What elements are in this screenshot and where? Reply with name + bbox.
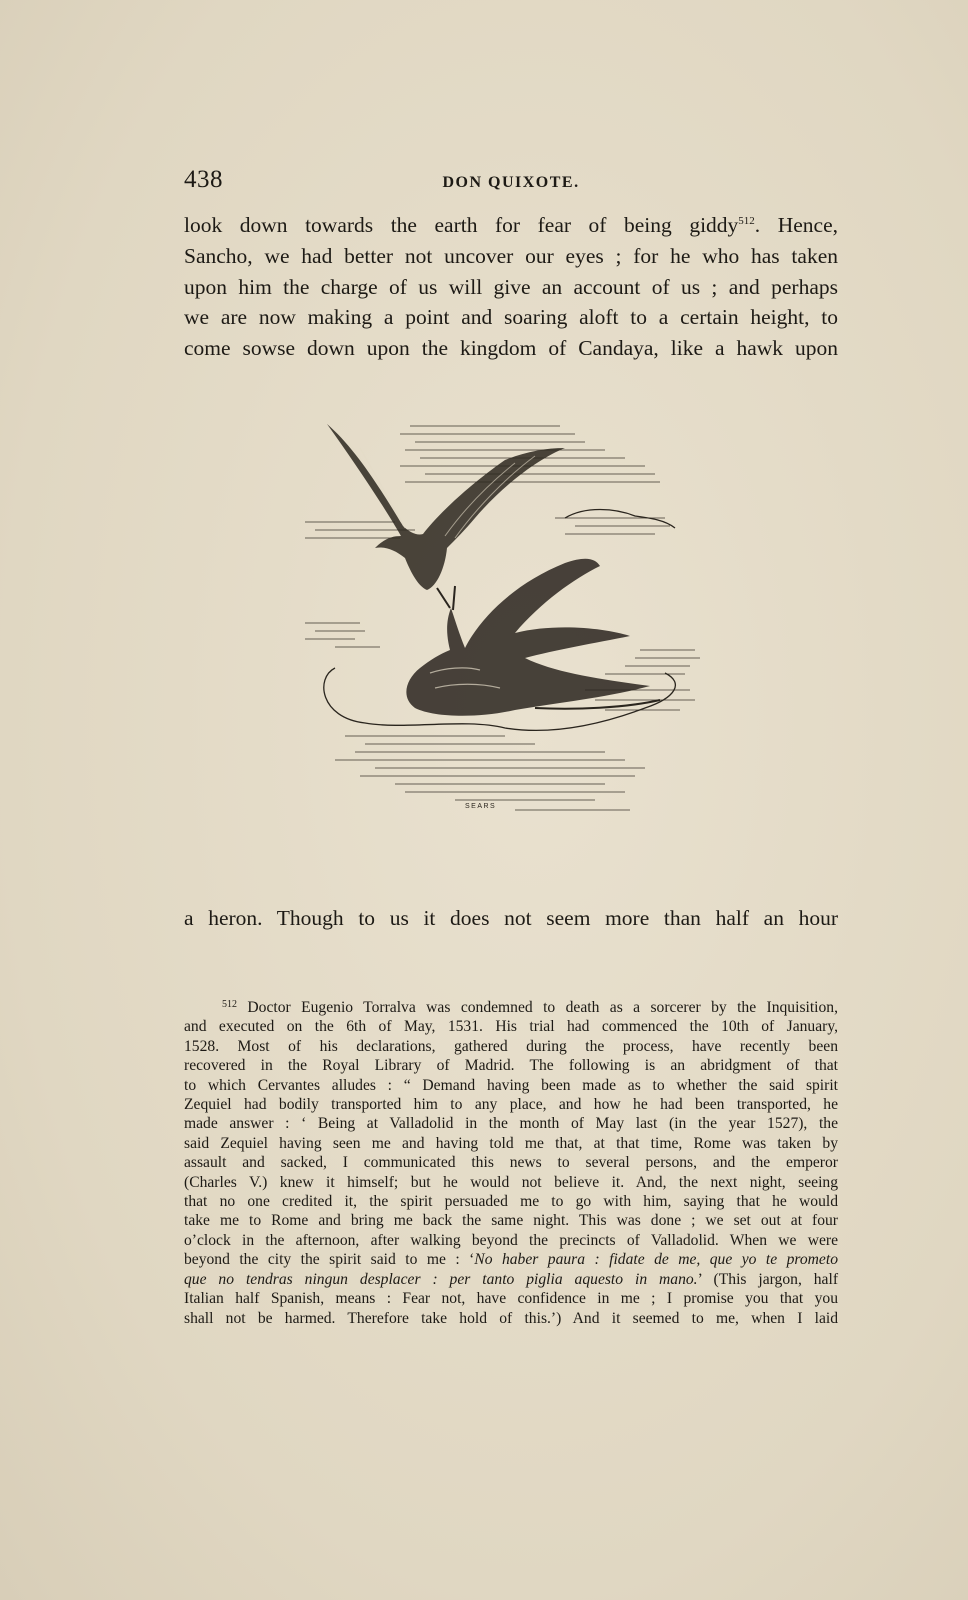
footnote-line: said Zequiel having seen me and having told me that, at that time, Rome was taken by	[184, 1134, 838, 1152]
footnote-line: 1528. Most of his declarations, gathered during the process, have recently been	[184, 1037, 838, 1055]
text-line: Sancho, we had better not uncover our eyes ; for he who has taken	[184, 243, 838, 268]
text-continuation: a heron. Though to us it does not seem more than half an hour	[184, 906, 838, 930]
footnote-number: 512	[222, 999, 237, 1010]
footnote-line: made answer : ‘ Being at Valladolid in the month of May last (in the year 1527), the	[184, 1115, 838, 1133]
text-line: come sowse down upon the kingdom of Candaya, like a hawk upon	[184, 336, 838, 361]
footnote-line: recovered in the Royal Library of Madrid. The following is an abridgment of that	[184, 1057, 838, 1075]
hawk-and-heron-engraving	[305, 418, 725, 828]
footnote-line: and executed on the 6th of May, 1531. His trial had commenced the 10th of January,	[184, 1018, 838, 1036]
footnote-line: to which Cervantes alludes : “ Demand having been made as to whether the said spirit	[184, 1076, 838, 1094]
footnote-line: that no one credited it, the spirit persuaded me to go with him, saying that he would	[184, 1193, 838, 1211]
footnote-line: (Charles V.) knew it himself; but he would not believe it. And, the next night, seeing	[184, 1173, 838, 1191]
page-header	[184, 166, 838, 200]
footnote-line: shall not be harmed. Therefore take hold of this.’) And it seemed to me, when I laid	[184, 1309, 838, 1327]
footnote-line: que no tendras ningun desplacer : per tanto piglia aquesto in mano.’ (This jargon, half	[184, 1270, 839, 1288]
main-text	[184, 210, 838, 364]
page-number: 438	[184, 166, 223, 193]
text-line: upon him the charge of us will give an account of us ; and perhaps	[184, 274, 838, 299]
footnote-line: o’clock in the afternoon, after walking beyond the precincts of Valladolid. When we were	[184, 1231, 838, 1249]
hawk-figure	[327, 424, 565, 590]
footnote-line: take me to Rome and bring me back the same night. This was done ; we set out at four	[184, 1212, 838, 1230]
footnote-line: Italian half Spanish, means : Fear not, have confidence in me ; I promise you that you	[184, 1290, 838, 1308]
footnote-line: Zequiel had bodily transported him to any place, and how he had been transported, he	[184, 1096, 838, 1114]
footnote-line: assault and sacked, I communicated this news to several persons, and the emperor	[184, 1154, 838, 1172]
footnote-512	[184, 998, 838, 1328]
text-line: we are now making a point and soaring aloft to a certain height, to	[184, 305, 838, 330]
italic-quote: No haber paura : fidate de me, que yo te prometo	[474, 1251, 838, 1269]
running-title: DON QUIXOTE.	[442, 174, 580, 191]
engraver-signature: SEARS	[465, 803, 497, 810]
footnote-reference[interactable]: 512	[738, 215, 755, 227]
text-line: look down towards the earth for fear of being giddy$^{512}$. Hence,	[184, 213, 838, 237]
footnote-line: beyond the city the spirit said to me : ‘No haber paura : fidate de me, que yo te prometo	[184, 1251, 838, 1269]
footnote-line: $^{512}$ Doctor Eugenio Torralva was condemned to death as a sorcerer by the Inquisition,	[222, 999, 838, 1016]
italic-quote: que no tendras ningun desplacer : per tanto piglia aquesto in mano.	[184, 1270, 698, 1288]
heron-figure	[406, 559, 660, 716]
